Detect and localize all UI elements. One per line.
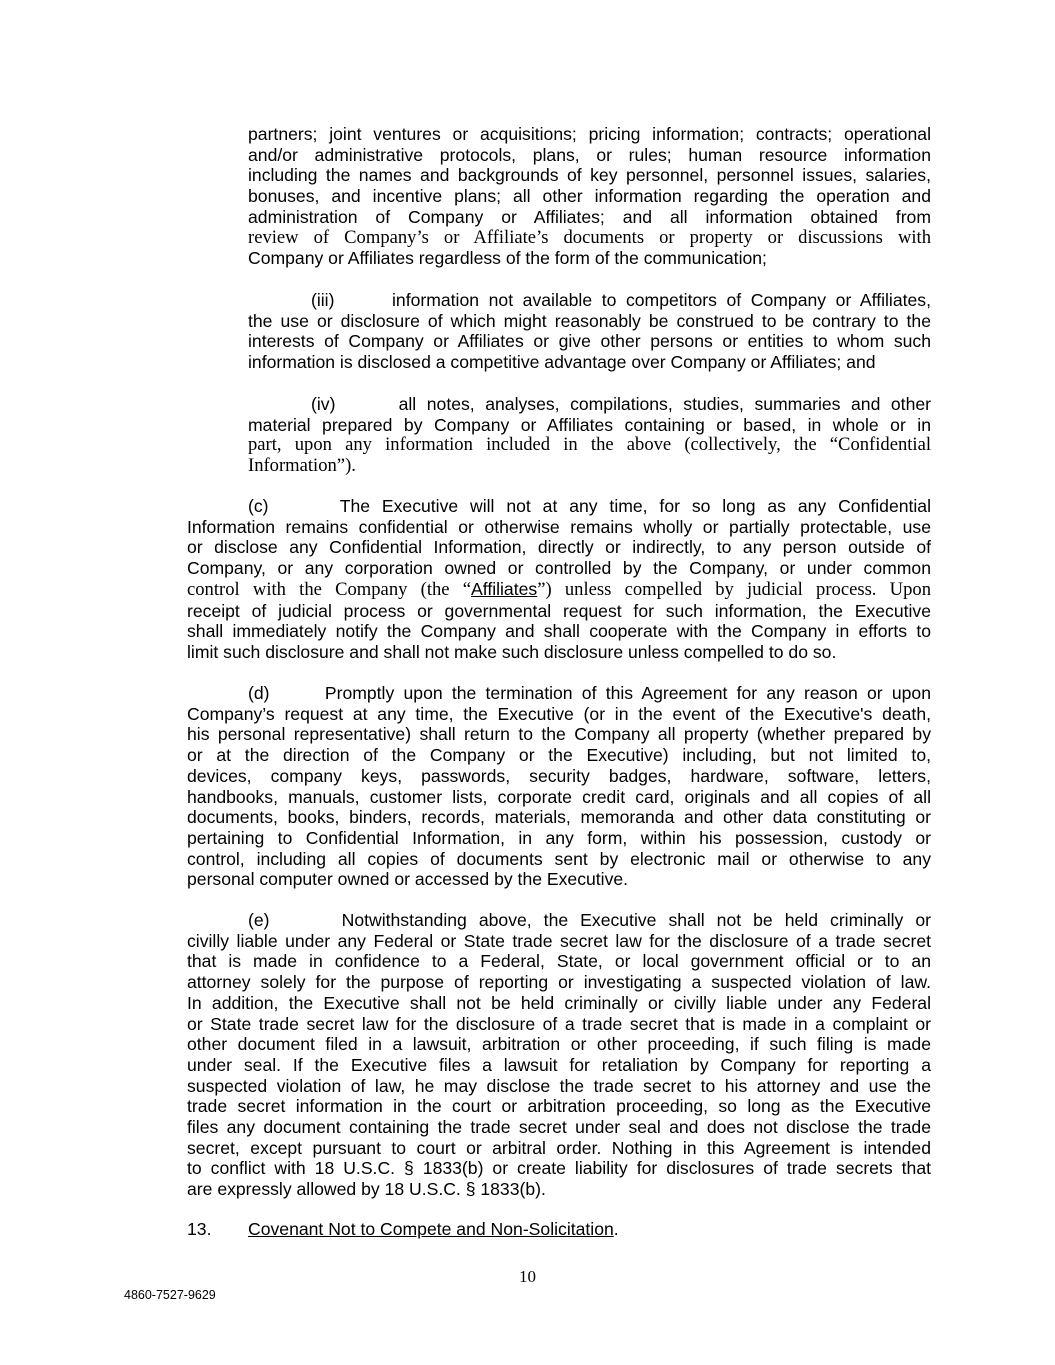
- text-line: (d) Promptly upon the termination of this Agreement for any reason or upon: [248, 683, 931, 703]
- text-line: documents, books, binders, records, materials, memoranda and other data constituting or: [187, 807, 931, 828]
- text-line: (e) Notwithstanding above, the Executive shall not be held criminally or: [248, 910, 931, 930]
- page-number: 10: [519, 1267, 536, 1286]
- text-line: (iv) all notes, analyses, compilations, studies, summaries and other: [311, 394, 931, 414]
- text-line: Information remains confidential or otherwise remains wholly or partially protectable, use: [187, 516, 931, 537]
- text-line: receipt of judicial process or governmental request for such information, the Executive: [187, 600, 931, 621]
- text-line: or State trade secret law for the disclosure of a trade secret that is made in a complaint or: [187, 1013, 931, 1034]
- text-line: his personal representative) shall return to the Company all property (whether prepared by: [187, 724, 931, 745]
- text-line: that is made in confidence to a Federal, State, or local government official or to an: [187, 951, 931, 972]
- text-line: to conflict with 18 U.S.C. § 1833(b) or create liability for disclosures of trade secrets that: [187, 1158, 931, 1179]
- text-fragment: control with the Company (the “: [187, 578, 472, 600]
- text-line: suspected violation of law, he may disclose the trade secret to his attorney and use the: [187, 1075, 931, 1096]
- text-line: [187, 579, 931, 601]
- text-line: trade secret information in the court or arbitration proceeding, so long as the Executive: [187, 1096, 931, 1117]
- text-line: control, including all copies of documents sent by electronic mail or otherwise to any: [187, 848, 931, 869]
- text-line: information is disclosed a competitive advantage over Company or Affiliates; and: [248, 352, 876, 373]
- text-line: pertaining to Confidential Information, in any form, within his possession, custody or: [187, 827, 931, 848]
- text-line: or disclose any Confidential Information, directly or indirectly, to any person outside of: [187, 537, 931, 558]
- text-line: under seal. If the Executive files a lawsuit for retaliation by Company for reporting a: [187, 1054, 931, 1075]
- text-line: administration of Company or Affiliates; and all information obtained from: [248, 206, 931, 227]
- document-id: 4860-7527-9629: [124, 1288, 216, 1302]
- paragraph-iv: [248, 394, 931, 477]
- text-line: other document filed in a lawsuit, arbitration or other proceeding, if such filing is made: [187, 1034, 931, 1055]
- text-line: shall immediately notify the Company and shall cooperate with the Company in efforts to: [187, 621, 931, 642]
- text-line: civilly liable under any Federal or State trade secret law for the disclosure of a trade secret: [187, 930, 931, 951]
- section-title: Covenant Not to Compete and Non-Solicitation: [248, 1219, 614, 1239]
- paragraph-d: [187, 683, 931, 890]
- paragraph-iii: [248, 290, 931, 373]
- text-line: bonuses, and incentive plans; all other information regarding the operation and: [248, 186, 931, 207]
- text-line: part, upon any information included in the above (collectively, the “Confidential: [248, 434, 931, 456]
- text-line: review of Company’s or Affiliate’s documents or property or discussions with: [248, 226, 931, 248]
- text-line: or at the direction of the Company or the Executive) including, but not limited to,: [187, 745, 931, 766]
- paragraph-c: [187, 496, 931, 663]
- text-line: In addition, the Executive shall not be held criminally or civilly liable under any Federal: [187, 992, 931, 1013]
- text-line: are expressly allowed by 18 U.S.C. § 1833(b).: [187, 1179, 546, 1200]
- text-line: limit such disclosure and shall not make such disclosure unless compelled to do so.: [187, 641, 837, 662]
- text-line: partners; joint ventures or acquisitions; pricing information; contracts; operational: [248, 124, 931, 144]
- text-line: Information”).: [248, 455, 356, 477]
- section-number: 13.: [187, 1219, 212, 1239]
- text-line: handbooks, manuals, customer lists, corporate credit card, originals and all copies of all: [187, 786, 931, 807]
- text-line: interests of Company or Affiliates or give other persons or entities to whom such: [248, 331, 931, 352]
- text-line: attorney solely for the purpose of reporting or investigating a suspected violation of law.: [187, 972, 931, 993]
- text-line: Company’s request at any time, the Executive (or in the event of the Executive's death,: [187, 703, 931, 724]
- paragraph-e: [187, 910, 931, 1200]
- text-fragment: ”) unless compelled by judicial process. Upon: [537, 578, 931, 600]
- text-line: secret, except pursuant to court or arbitral order. Nothing in this Agreement is intended: [187, 1137, 931, 1158]
- text-line: personal computer owned or accessed by the Executive.: [187, 869, 629, 890]
- text-line: devices, company keys, passwords, security badges, hardware, software, letters,: [187, 765, 931, 786]
- text-line: the use or disclosure of which might reasonably be construed to be contrary to the: [248, 310, 931, 331]
- text-line: Company or Affiliates regardless of the form of the communication;: [248, 248, 767, 269]
- text-line: (c) The Executive will not at any time, for so long as any Confidential: [248, 496, 931, 516]
- section-13-heading: [187, 1219, 619, 1240]
- text-line: files any document containing the trade secret under seal and does not disclose the trade: [187, 1117, 931, 1138]
- text-line: material prepared by Company or Affiliates containing or based, in whole or in: [248, 414, 931, 435]
- text-line: (iii) information not available to competitors of Company or Affiliates,: [311, 290, 931, 310]
- section-title-period: .: [613, 1219, 619, 1239]
- text-line: and/or administrative protocols, plans, or rules; human resource information: [248, 144, 931, 165]
- paragraph-continuation: [248, 124, 931, 269]
- text-line: Company, or any corporation owned or controlled by the Company, or under common: [187, 558, 931, 579]
- defined-term-affiliates: Affiliates: [471, 578, 538, 599]
- text-line: including the names and backgrounds of key personnel, personnel issues, salaries,: [248, 165, 931, 186]
